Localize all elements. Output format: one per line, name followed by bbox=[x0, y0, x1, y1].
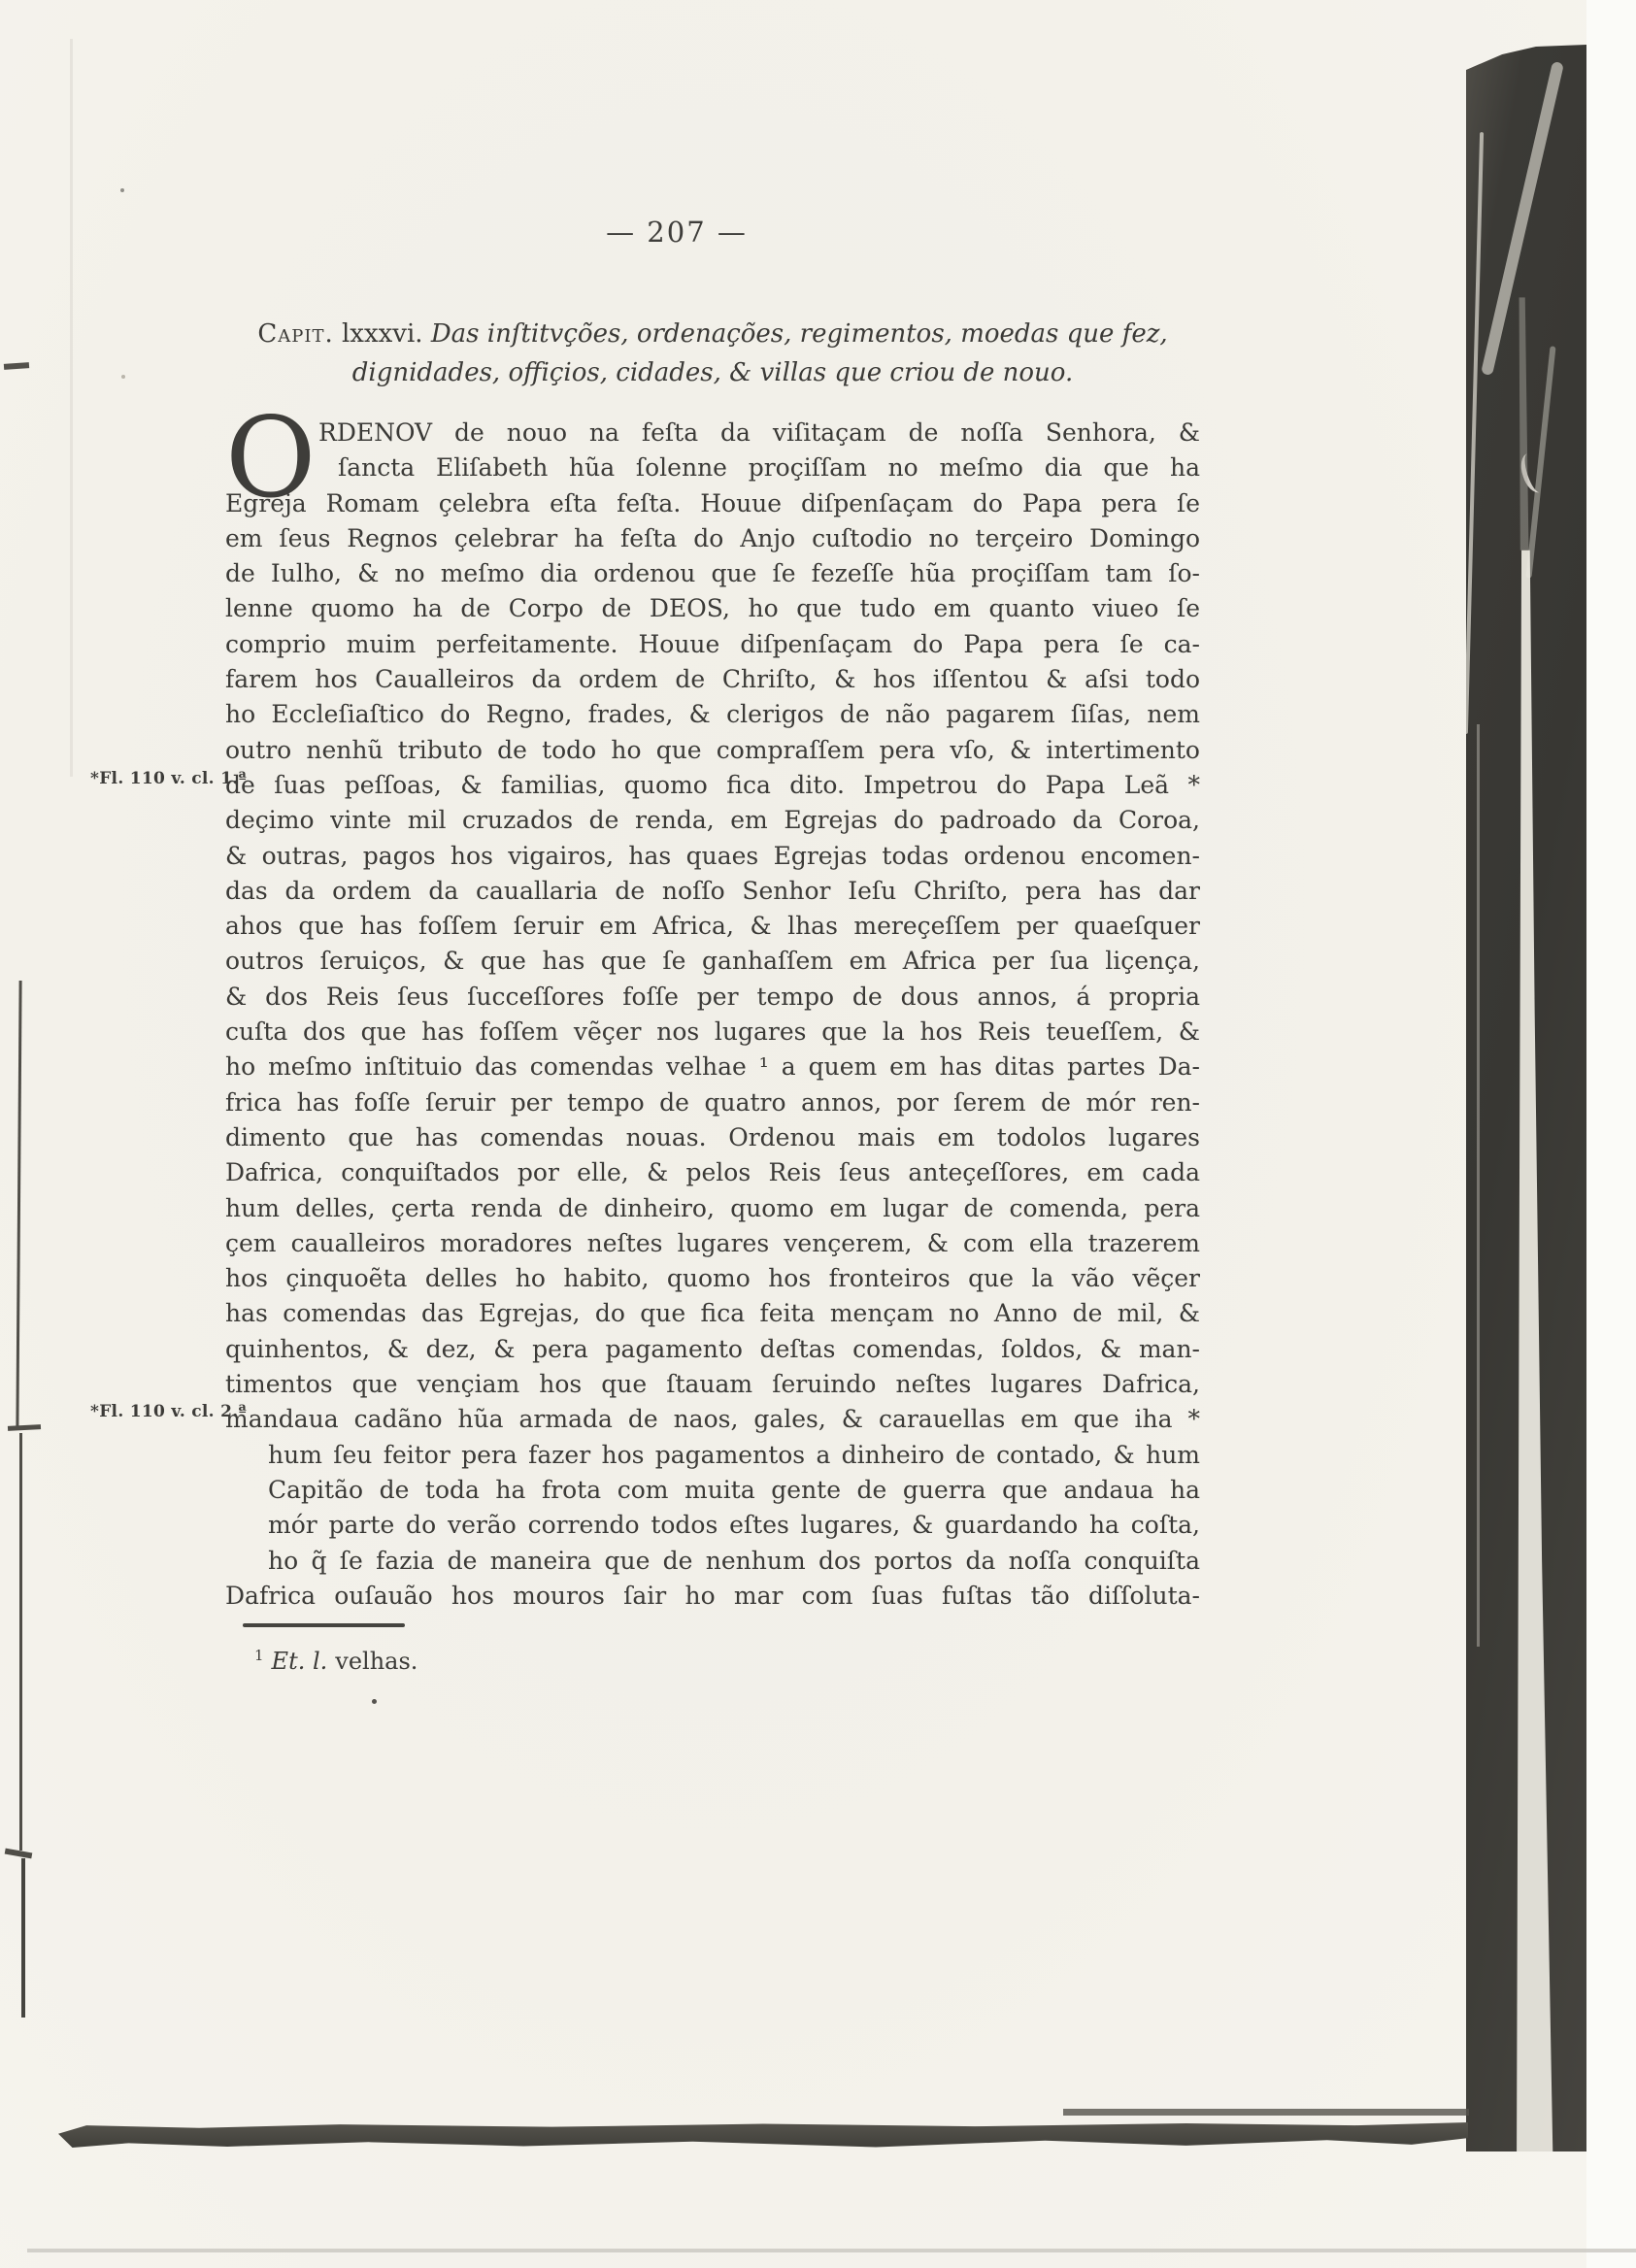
text-line: ahos que has foſſem ſeruir em Africa, & lhas mereçeſſem per quaeſquer bbox=[225, 912, 1200, 941]
text-line: de ſuas peſſoas, & familias, quomo fica dito. Impetrou do Papa Leã * bbox=[225, 770, 1200, 799]
footnote-marker: 1 bbox=[254, 1647, 264, 1664]
scan-bottom-line bbox=[1063, 2109, 1469, 2116]
text-line: farem hos Caualleiros da ordem de Chriſto, & hos iſſentou & aſsi todo bbox=[225, 665, 1200, 694]
chapter-title-line2: dignidades, offiçios, cidades, & villas que criou de nouo. bbox=[351, 358, 1074, 387]
paper-speck bbox=[120, 188, 124, 192]
chapter-label: Capit. bbox=[257, 319, 334, 349]
text-line: ho Eccleſiaſtico do Regno, frades, & clerigos de não pagarem ſiſas, nem bbox=[225, 700, 1200, 729]
footnote-text: velhas. bbox=[335, 1648, 418, 1675]
text-line: de Iulho, & no meſmo dia ordenou que ſe fezeſſe hũa proçiſſam tam ſo- bbox=[225, 559, 1200, 588]
text-line: cuſta dos que has foſſem vẽçer nos lugares que la hos Reis teueſſem, & bbox=[225, 1017, 1200, 1047]
scratch-line bbox=[21, 1858, 25, 2018]
scratch-line bbox=[19, 1433, 22, 1851]
text-line: Egreja Romam çelebra eſta feſta. Houue diſpenſaçam do Papa pera ſe bbox=[225, 488, 1200, 517]
text-line: mandaua cadãno hũa armada de naos, gales, & carauellas em que iha * bbox=[225, 1405, 1200, 1434]
margin-note-1: *Fl. 110 v. cl. 1.ª bbox=[90, 769, 248, 788]
chapter-heading bbox=[225, 315, 1200, 392]
chapter-heading-line1 bbox=[225, 315, 1200, 353]
footnote-separator-rule bbox=[243, 1623, 405, 1627]
chapter-numeral: lxxxvi. bbox=[341, 319, 423, 349]
footnote bbox=[254, 1647, 417, 1675]
text-line: ho q̃ ſe fazia de maneira que de nenhum dos portos da noſſa conquiſta bbox=[268, 1546, 1200, 1575]
text-line: & dos Reis ſeus ſucceſſores foſſe per tempo de dous annos, á propria bbox=[225, 982, 1200, 1011]
text-line: hum delles, çerta renda de dinheiro, quomo em lugar de comenda, pera bbox=[225, 1193, 1200, 1222]
scan-light-edge bbox=[1477, 724, 1480, 1647]
text-line: quinhentos, & dez, & pera pagamento deſtas comendas, ſoldos, & man- bbox=[225, 1334, 1200, 1363]
text-line: comprio muim perfeitamente. Houue diſpenſaçam do Papa pera ſe ca- bbox=[225, 629, 1200, 658]
text-line: deçimo vinte mil cruzados de renda, em Egrejas do padroado da Coroa, bbox=[225, 806, 1200, 835]
paper-speck bbox=[372, 1699, 377, 1704]
text-line: lenne quomo ha de Corpo de DEOS, ho que tudo em quanto viueo ſe bbox=[225, 594, 1200, 623]
text-line: çem caualleiros moradores neſtes lugares vençerem, & com ella trazerem bbox=[225, 1228, 1200, 1257]
body-text-block bbox=[225, 393, 1200, 1614]
text-line: timentos que vençiam hos que ſtauam ſeruindo neſtes lugares Dafrica, bbox=[225, 1370, 1200, 1399]
text-line: RDENOV de nouo na feſta da viſitaçam de noſſa Senhora, & bbox=[318, 418, 1200, 447]
scan-white-margin bbox=[1586, 0, 1636, 2268]
text-line: Capitão de toda ha frota com muita gente de guerra que andaua ha bbox=[268, 1475, 1200, 1504]
text-line: outro nenhũ tributo de todo ho que compraſſem pera vſo, & intertimento bbox=[225, 735, 1200, 764]
text-line: Dafrica, conquiſtados por elle, & pelos Reis ſeus anteçeſſores, em cada bbox=[225, 1158, 1200, 1187]
text-line: hum ſeu feitor pera fazer hos pagamentos a dinheiro de contado, & hum bbox=[268, 1440, 1200, 1469]
paper-crease bbox=[70, 39, 73, 777]
paper-speck bbox=[121, 375, 125, 379]
scan-light-edge bbox=[1464, 132, 1484, 734]
text-line: dimento que has comendas nouas. Ordenou mais em todolos lugares bbox=[225, 1122, 1200, 1151]
margin-note-2: *Fl. 110 v. cl. 2.ª bbox=[90, 1402, 248, 1421]
page-number: — 207 — bbox=[606, 216, 748, 249]
drop-cap-initial: O bbox=[225, 393, 317, 522]
text-line: ho meſmo inſtituio das comendas velhae ¹ a quem em has ditas partes Da- bbox=[225, 1052, 1200, 1082]
text-line: Dafrica ouſauão hos mouros ſair ho mar com ſuas fuſtas tão diſſoluta- bbox=[225, 1581, 1200, 1610]
page-bottom-edge-line bbox=[27, 2249, 1636, 2252]
footnote-source: Et. l. bbox=[271, 1648, 328, 1675]
text-line: ſancta Eliſabeth hũa ſolenne proçiſſam no meſmo dia que ha bbox=[338, 453, 1200, 483]
text-line: frica has foſſe ſeruir per tempo de quatro annos, por ſerem de mór ren- bbox=[225, 1087, 1200, 1117]
text-line: & outras, pagos hos vigairos, has quaes Egrejas todas ordenou encomen- bbox=[225, 841, 1200, 870]
scan-gutter-band bbox=[1466, 45, 1586, 2151]
chapter-title: Das inſtitvções, ordenações, regimentos, moedas que fez, bbox=[430, 319, 1168, 349]
text-line: das da ordem da cauallaria de noſſo Senhor Ieſu Chriſto, pera has dar bbox=[225, 876, 1200, 905]
text-line: mór parte do verão correndo todos eſtes lugares, & guardando ha coſta, bbox=[268, 1511, 1200, 1540]
text-line: em ſeus Regnos çelebrar ha feſta do Anjo cuſtodio no terçeiro Domingo bbox=[225, 523, 1200, 552]
text-line: hos çinquoẽta delles ho habito, quomo hos fronteiros que la vão vẽçer bbox=[225, 1264, 1200, 1293]
text-line: outros ſeruiços, & que has que ſe ganhaſſem em Africa per ſua liçença, bbox=[225, 947, 1200, 976]
text-line: has comendas das Egrejas, do que fica feita mençam no Anno de mil, & bbox=[225, 1299, 1200, 1328]
